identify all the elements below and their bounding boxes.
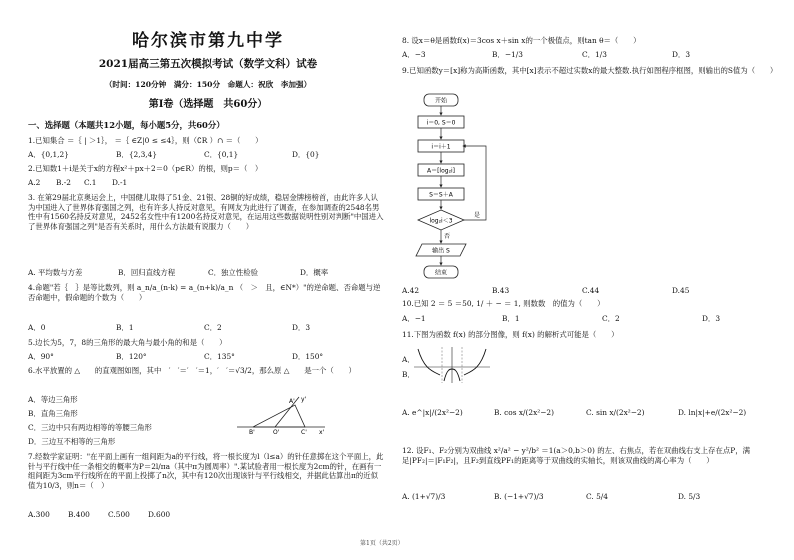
flow-output-label: 输出 S xyxy=(432,247,450,255)
flow-init-label: i＝0, S＝0 xyxy=(426,119,456,127)
question-1-options xyxy=(28,150,388,160)
exam-title: 2021届高三第五次模拟考试（数学文科）试卷 xyxy=(98,58,318,70)
question-7-options xyxy=(28,510,388,520)
exam-info: （时间：120分钟 满分：150分 命题人：祝欣 李加强） xyxy=(104,80,312,89)
flow-end-label: 结束 xyxy=(434,269,448,277)
option[interactable]: D.-1 xyxy=(112,178,128,187)
option[interactable]: C.500 xyxy=(108,510,130,519)
figure-label: O' xyxy=(273,429,280,435)
option[interactable]: A. (1+√7)/3 xyxy=(402,492,446,501)
figure-label: A' xyxy=(289,398,295,405)
option[interactable]: B．120° xyxy=(116,352,147,361)
option[interactable]: C．{0,1} xyxy=(204,150,239,159)
question-12-options xyxy=(402,492,774,502)
flow-step1-label: i＝i＋1 xyxy=(431,143,451,151)
question-6-option-b[interactable]: B．直角三角形 xyxy=(28,409,78,418)
flow-cond-label: log₂i＜3 xyxy=(429,217,453,225)
question-8-text: 8. 设x＝θ是函数f(x)＝3cos x＋sin x的一个极值点，则tan θ＝（ ） xyxy=(402,36,641,45)
option[interactable]: D．150° xyxy=(292,352,324,361)
question-12-text: 12. 设F₁、F₂分别为双曲线 x²/a² − y²/b² ＝1(a＞0,b＞0) 的左、右焦点，若在双曲线右支上存在点P，满足|PF₂|＝|F₁F₂|，且F₂到直线PF₁的距离等于双曲线的实轴长，则该双曲线的离心率为（ ） xyxy=(402,446,750,465)
figure-label: C' xyxy=(301,429,307,435)
option[interactable]: B．1 xyxy=(502,314,520,323)
option[interactable]: B.-2 xyxy=(56,178,71,187)
figure-label: y' xyxy=(301,396,307,403)
option[interactable]: C．1/3 xyxy=(582,50,607,59)
flowchart xyxy=(406,92,496,280)
question-3-text: 3. 在第29届北京奥运会上，中国健儿取得了51金、21银、28铜的好成绩，稳居金牌榜榜首，由此许多人认为中国进入了世界体育强国之列，也有许多人持反对意见，有网友为此进行了调查，在参加调查的2548名男性中有1560名持反对意见，2452名女性中有1200名持反对意见，在运用这些数据说明性别对判断"中国进入了世界体育强国之列"是否有关系时，用什么方法最有说服力（ ） xyxy=(28,193,384,231)
option[interactable]: A.300 xyxy=(28,510,50,519)
question-9-text: 9.已知函数y＝[x]称为高斯函数，其中[x]表示不超过实数x的最大整数.执行如图程序框图，则输出的S值为（ ） xyxy=(402,66,778,75)
option[interactable]: D．{0} xyxy=(292,150,320,159)
question-2-options xyxy=(28,178,388,188)
option[interactable]: C．2 xyxy=(204,323,222,332)
option[interactable]: C．独立性检验 xyxy=(208,268,258,277)
option[interactable]: B．−1/3 xyxy=(492,50,523,59)
option[interactable]: A. 平均数与方差 xyxy=(28,268,83,277)
option[interactable]: B. (−1+√7)/3 xyxy=(494,492,544,501)
option[interactable]: D．3 xyxy=(672,50,691,59)
question-6-option-d[interactable]: D．三边互不相等的三角形 xyxy=(28,437,116,446)
figure-label: B' xyxy=(249,429,255,435)
question-11-text: 11.下图为函数 f(x) 的部分图像，则 f(x) 的解析式可能是（ ） xyxy=(402,330,619,339)
option[interactable]: C．2 xyxy=(602,314,620,323)
question-11-options xyxy=(402,408,774,418)
flow-start-label: 开始 xyxy=(434,97,448,105)
option[interactable]: A．−3 xyxy=(402,50,426,59)
option[interactable]: D.600 xyxy=(148,510,171,519)
question-3-options xyxy=(28,268,388,278)
option[interactable]: C. 5/4 xyxy=(586,492,608,501)
option[interactable]: A.42 xyxy=(402,286,420,295)
question-6-option-a[interactable]: A．等边三角形 xyxy=(28,395,78,404)
question-4-text: 4.命题"若｛ ｝是等比数列，则 a_n/a_(n-k) = a_(n+k)/a_n （ ＞ 且，∈N*）"的逆命题、否命题与逆否命题中，假命题的个数为（ ） xyxy=(28,283,381,302)
question-4-options xyxy=(28,323,388,333)
option[interactable]: B.400 xyxy=(68,510,90,519)
question-11-graph-label-a: A． xyxy=(402,355,415,364)
option[interactable]: D. ln|x|+e/(2x²−2) xyxy=(678,408,747,417)
flow-step2-label: A＝[log₂i] xyxy=(426,167,456,175)
option[interactable]: B．回归直线方程 xyxy=(118,268,176,277)
figure-label: x' xyxy=(319,429,325,435)
question-5-options xyxy=(28,352,388,362)
option[interactable]: B．1 xyxy=(116,323,134,332)
option[interactable]: D．3 xyxy=(702,314,721,323)
option[interactable]: A．−1 xyxy=(402,314,426,323)
flow-no-label: 否 xyxy=(444,233,451,240)
option[interactable]: A.2 xyxy=(28,178,41,187)
option[interactable]: A. e^|x|/(2x²−2) xyxy=(402,408,463,417)
part-title: 第Ⅰ卷（选择题 共60分） xyxy=(148,99,268,110)
option[interactable]: C.44 xyxy=(582,286,600,295)
option[interactable]: C．135° xyxy=(204,352,235,361)
option[interactable]: D. 5/3 xyxy=(678,492,701,501)
question-11-graph-label-b: B． xyxy=(402,370,415,379)
question-8-options xyxy=(402,50,774,60)
option[interactable]: D．3 xyxy=(292,323,311,332)
option[interactable]: D．概率 xyxy=(300,268,329,277)
option[interactable]: A．{0,1,2} xyxy=(28,150,69,159)
question-10-text: 10.已知 2 ＝ 5 ＝50, 1/ ＋ − ＝ 1, 则数数 的值为（ ） xyxy=(402,299,605,308)
option[interactable]: A．90° xyxy=(28,352,54,361)
page-footer: 第1页（共2页） xyxy=(360,540,404,547)
option[interactable]: A．0 xyxy=(28,323,46,332)
question-6-option-c[interactable]: C．三边中只有两边相等的等腰三角形 xyxy=(28,423,152,432)
option[interactable]: C. sin x/(2x²−2) xyxy=(586,408,645,417)
flow-yes-label: 是 xyxy=(474,212,481,219)
section-title: 一、选择题（本题共12小题，每小题5分，共60分） xyxy=(28,120,225,130)
question-5-text: 5.边长为5，7，8的三角形的最大角与最小角的和是（ ） xyxy=(28,338,227,347)
option[interactable]: B．{2,3,4} xyxy=(116,150,158,159)
school-name: 哈尔滨市第九中学 xyxy=(132,31,284,51)
flow-step3-label: S＝S＋A xyxy=(429,191,453,199)
question-2-text: 2.已知数1＋i是关于x的方程x²＋px＋2＝0（p∈R）的根，则p＝（ ） xyxy=(28,164,263,173)
oblique-figure xyxy=(233,393,328,435)
question-9-options xyxy=(402,286,774,296)
question-1-text: 1.已知集合 ＝｛ | ＞1｝， ＝｛ ∈Z|0 ≤ ≤4｝，则（∁R ）∩ ＝（ ） xyxy=(28,136,263,145)
option[interactable]: B.43 xyxy=(492,286,510,295)
option[interactable]: B. cos x/(2x²−2) xyxy=(494,408,555,417)
option[interactable]: D.45 xyxy=(672,286,690,295)
question-10-options xyxy=(402,314,774,324)
option[interactable]: C.1 xyxy=(84,178,97,187)
question-7-text: 7.经数学家证明："在平面上画有一组间距为a的平行线，将一根长度为l（l≤a）的针任意掷在这个平面上，此针与平行线中任一条相交的概率为P＝2l/πa（其中π为圆周率）".某试验者用一根长度为2cm的针，在画有一组间距为3cm平行线所在的平面上投掷了n次，其中有120次出现该针与平行线相交，并据此估算出π的近似值为10/3，则n＝（ ） xyxy=(28,452,384,490)
question-6-text: 6.水平放置的 △ 的直观图如图，其中 ′ ′＝′ ′＝1，′ ′＝√3/2，那么原 △ 是一个（ ） xyxy=(28,366,356,375)
